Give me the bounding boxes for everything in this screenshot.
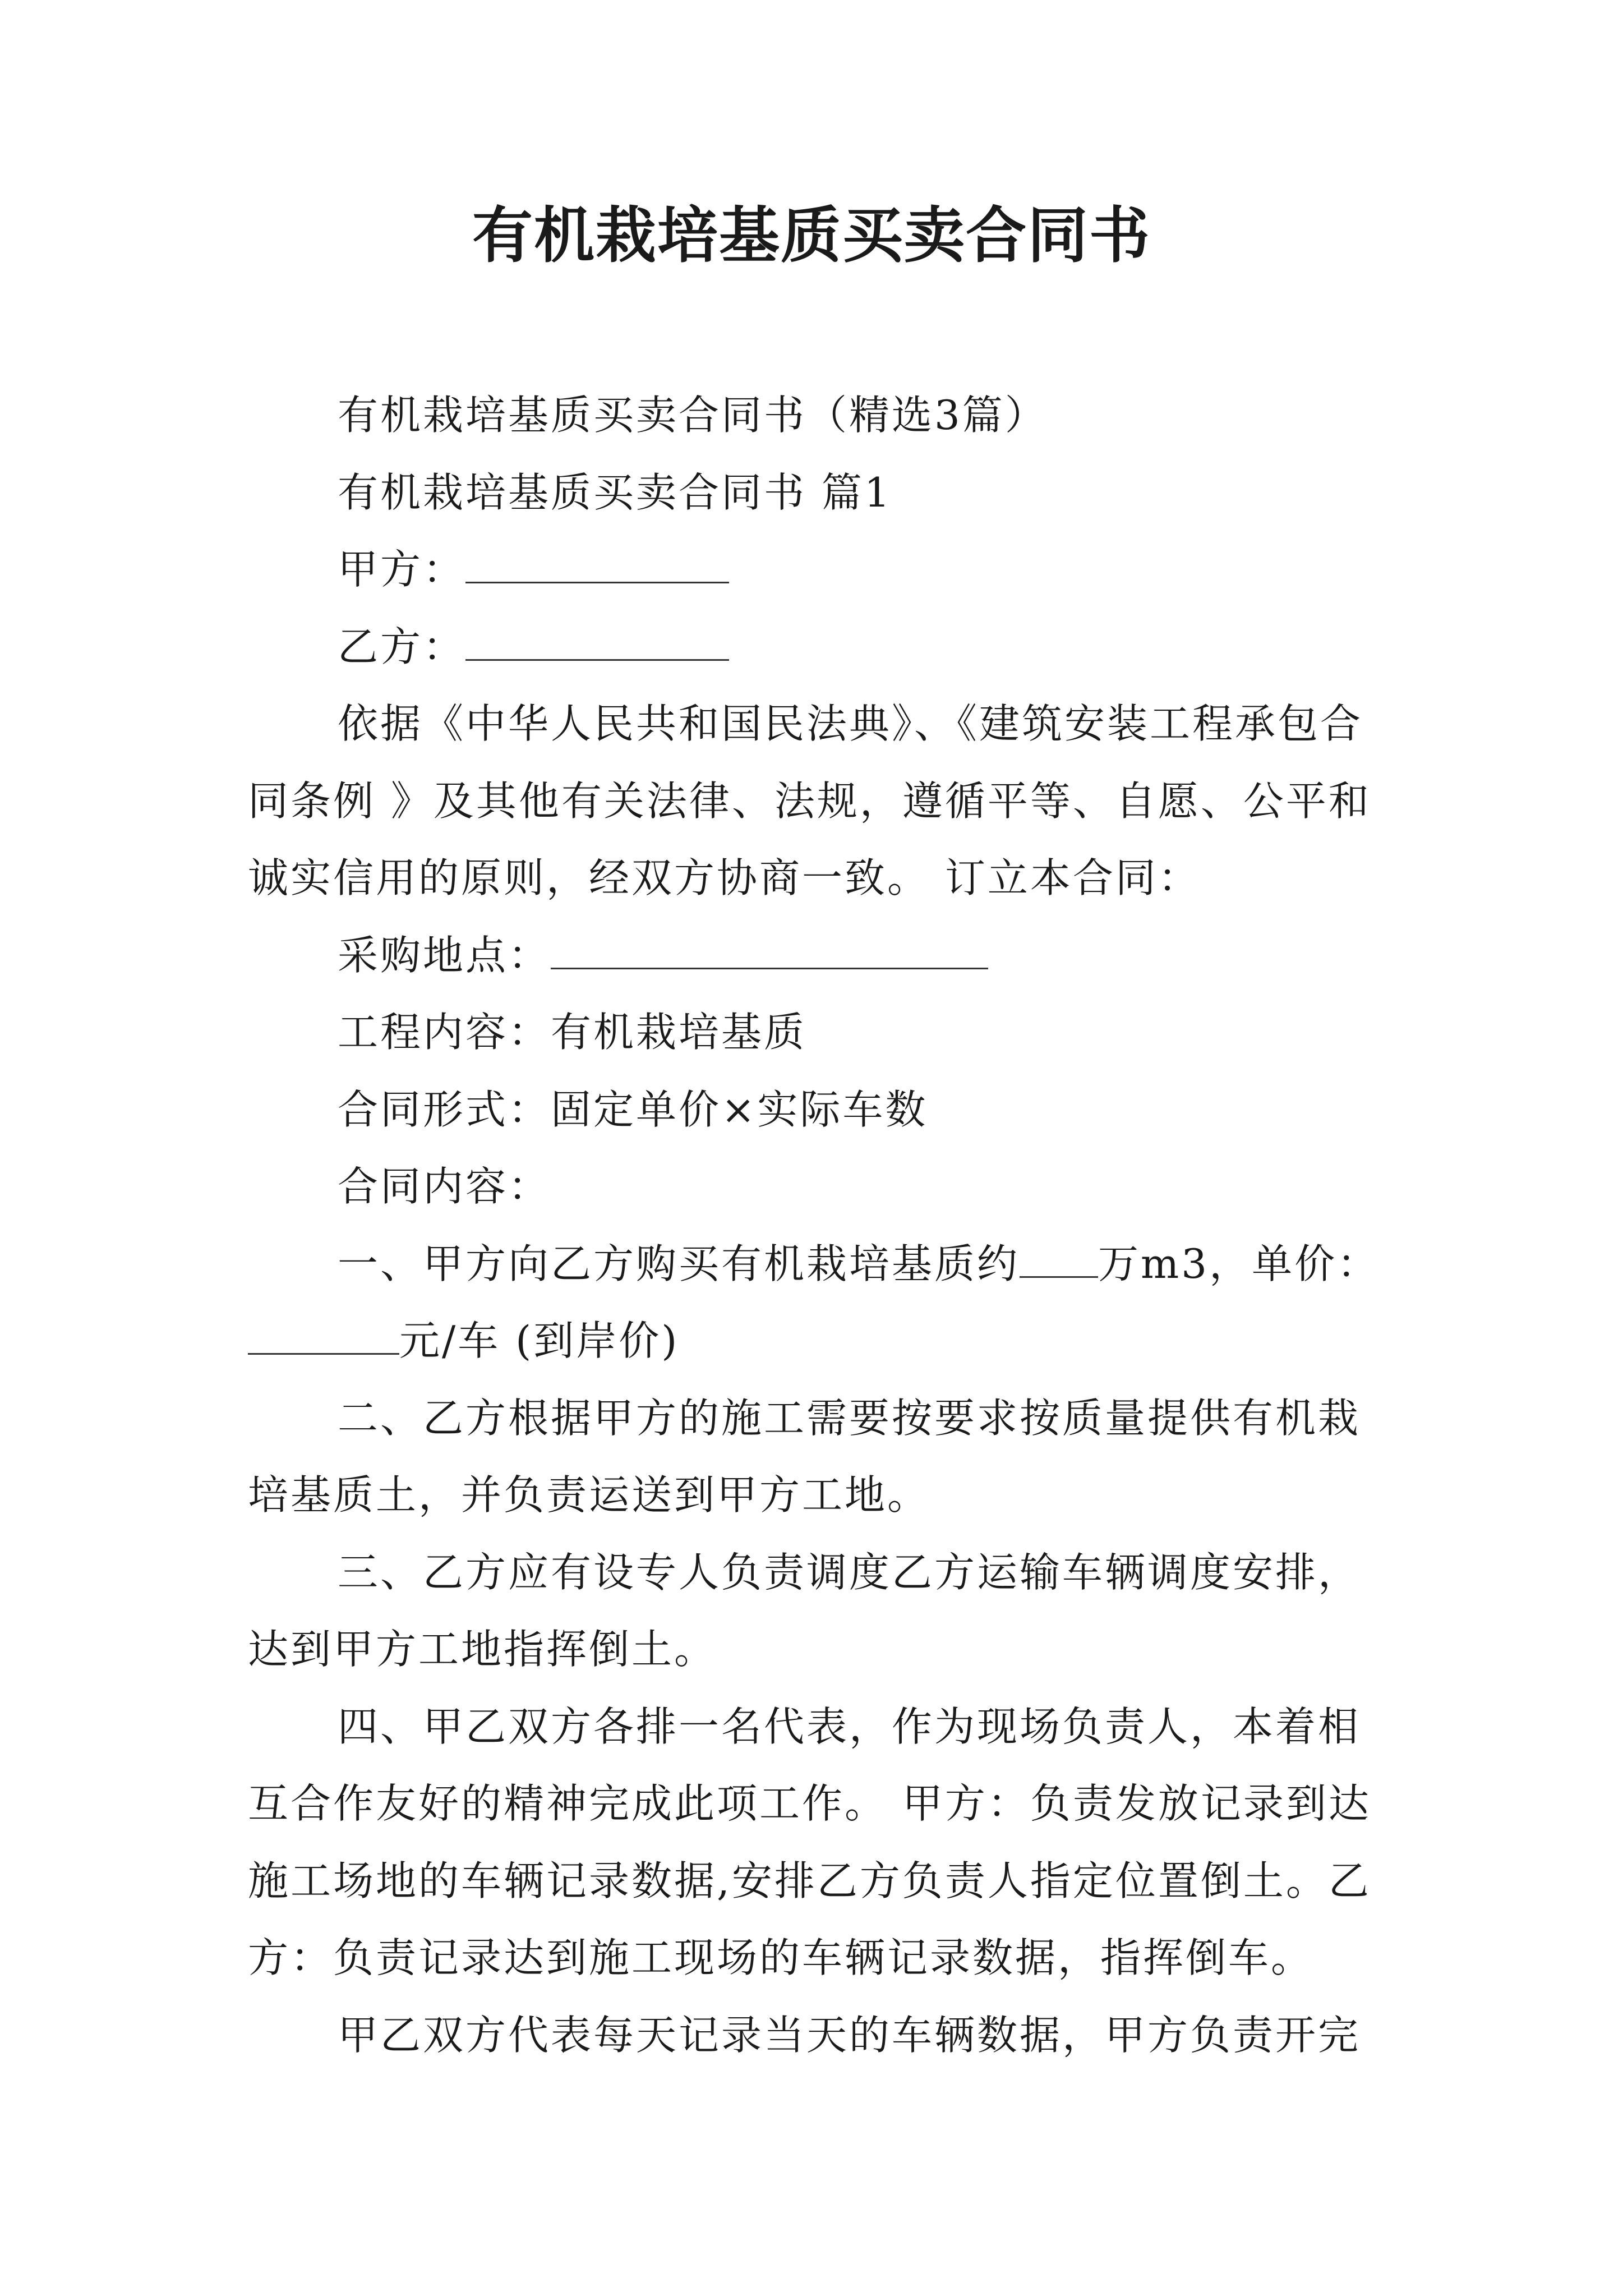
clause-1-text-b: 万m3，单价：	[1098, 1240, 1380, 1287]
party-b-label: 乙方：	[338, 623, 466, 670]
purchase-location-label: 采购地点：	[338, 931, 551, 979]
clause-5-start: 甲乙双方代表每天记录当天的车辆数据，甲方负责开完	[338, 2011, 1361, 2059]
project-content-line: 工程内容：有机栽培基质	[338, 1009, 807, 1056]
clause-2: 二、乙方根据甲方的施工需要按要求按质量提供有机栽培基质土，并负责运送到甲方工地。	[248, 1394, 1361, 1519]
subtitle: 有机栽培基质买卖合同书（精选3篇）	[338, 392, 1048, 439]
intro-paragraph: 依据《中华人民共和国民法典》、《建筑安装工程承包合同条例 》及其他有关法律、法规，遵循平等、自愿、公平和诚实信用的原则，经双方协商一致。 订立本合同：	[248, 700, 1371, 901]
section-heading: 有机栽培基质买卖合同书 篇1	[338, 468, 892, 516]
quantity-blank	[1020, 1276, 1098, 1278]
party-b-line	[248, 609, 1392, 686]
contract-form-line: 合同形式：固定单价×实际车数	[338, 1085, 928, 1133]
price-blank	[248, 1352, 399, 1355]
party-a-line	[248, 531, 1392, 609]
document-title: 有机栽培基质买卖合同书	[472, 200, 1151, 271]
document-body	[248, 377, 1392, 2074]
party-a-blank	[465, 581, 729, 583]
contract-content-label: 合同内容：	[338, 1163, 551, 1210]
clause-1-text-a: 一、甲方向乙方购买有机栽培基质约	[338, 1240, 1020, 1287]
clause-3: 三、乙方应有设专人负责调度乙方运输车辆调度安排，达到甲方工地指挥倒土。	[248, 1548, 1361, 1673]
purchase-location-blank	[551, 967, 988, 969]
purchase-location-line	[248, 917, 1392, 995]
clause-1-text-c: 元/车 (到岸价)	[399, 1317, 680, 1364]
clause-1	[248, 1226, 1392, 1380]
party-b-blank	[465, 659, 729, 661]
party-a-label: 甲方：	[338, 546, 466, 593]
clause-4: 四、甲乙双方各排一名代表，作为现场负责人，本着相互合作友好的精神完成此项工作。 甲方：负责发放记录到达施工场地的车辆记录数据,安排乙方负责人指定位置倒土。乙方：负责记录达到施工现场的车辆记录数据，指挥倒车。	[248, 1703, 1371, 1981]
